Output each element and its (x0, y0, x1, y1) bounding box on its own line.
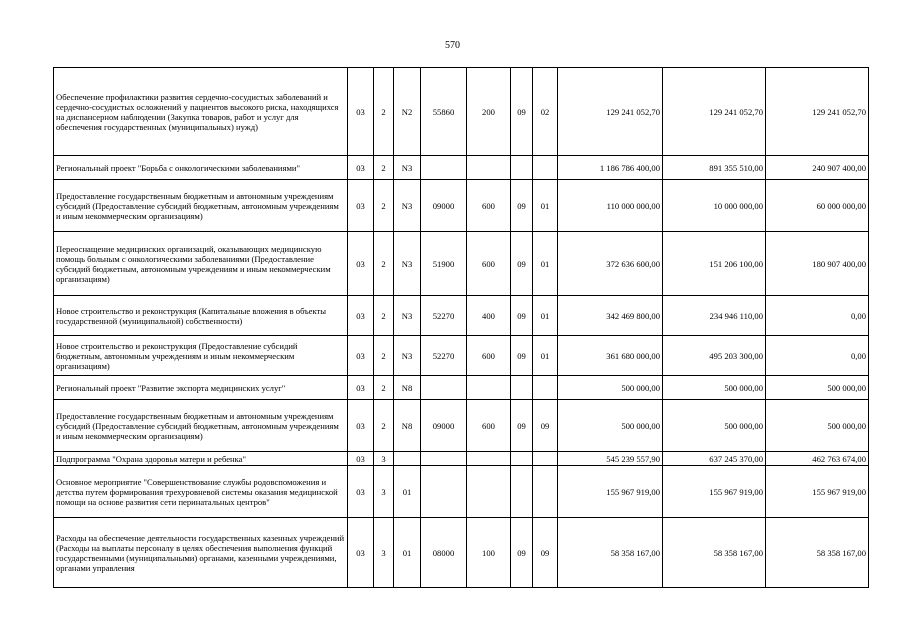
code-section: 09 (511, 180, 533, 232)
row-name: Региональный проект "Развитие экспорта медицинских услуг" (54, 376, 348, 400)
code-target: 03 (348, 466, 374, 518)
code-target: 03 (348, 180, 374, 232)
code-section: 09 (511, 296, 533, 336)
code-state-program: 2 (374, 296, 394, 336)
code-state-program: 2 (374, 336, 394, 376)
code-target: 03 (348, 296, 374, 336)
code-state-program: 3 (374, 452, 394, 466)
code-subsection: 09 (533, 518, 558, 588)
code-subprogram: N3 (394, 156, 421, 180)
row-name: Региональный проект "Борьба с онкологическими заболеваниями" (54, 156, 348, 180)
row-name: Обеспечение профилактики развития сердечно-сосудистых заболеваний и сердечно-сосудистых осложнений у пациентов высокого риска, находящихся на диспансерном наблюдении (Закупка товаров, работ и услуг для обеспечения государственных (муниципальных) нужд) (54, 68, 348, 156)
code-target: 03 (348, 452, 374, 466)
amount-year-2: 58 358 167,00 (663, 518, 766, 588)
code-subsection (533, 452, 558, 466)
code-expense-type (467, 376, 511, 400)
table-row (54, 156, 869, 180)
page-number: 570 (445, 40, 460, 51)
code-subprogram: N3 (394, 232, 421, 296)
code-state-program: 3 (374, 518, 394, 588)
row-name: Предоставление государственным бюджетным и автономным учреждениям субсидий (Предоставление субсидий бюджетным, автономным учреждениям и иным некоммерческим организациям) (54, 400, 348, 452)
code-direction: 51900 (421, 232, 467, 296)
code-section (511, 452, 533, 466)
amount-year-3: 500 000,00 (766, 376, 869, 400)
table-row (54, 518, 869, 588)
code-section: 09 (511, 400, 533, 452)
row-name: Расходы на обеспечение деятельности государственных казенных учреждений (Расходы на выплаты персоналу в целях обеспечения выполнения функций государственными (муниципальными) органами, казенными учреждениями, органами управления (54, 518, 348, 588)
code-subsection: 09 (533, 400, 558, 452)
amount-year-1: 342 469 800,00 (558, 296, 663, 336)
code-section: 09 (511, 68, 533, 156)
code-subprogram: 01 (394, 466, 421, 518)
code-direction (421, 156, 467, 180)
code-direction (421, 452, 467, 466)
code-target: 03 (348, 376, 374, 400)
amount-year-3: 462 763 674,00 (766, 452, 869, 466)
amount-year-1: 58 358 167,00 (558, 518, 663, 588)
amount-year-1: 500 000,00 (558, 376, 663, 400)
code-direction: 52270 (421, 296, 467, 336)
code-subprogram: N8 (394, 400, 421, 452)
row-name: Предоставление государственным бюджетным и автономным учреждениям субсидий (Предоставление субсидий бюджетным, автономным учреждениям и иным некоммерческим организациям) (54, 180, 348, 232)
code-state-program: 3 (374, 466, 394, 518)
code-expense-type: 600 (467, 336, 511, 376)
table-row (54, 452, 869, 466)
code-subprogram: N8 (394, 376, 421, 400)
row-name: Новое строительство и реконструкция (Предоставление субсидий бюджетным, автономным учреждениям и иным некоммерческим организациям) (54, 336, 348, 376)
code-target: 03 (348, 518, 374, 588)
code-expense-type: 200 (467, 68, 511, 156)
code-target: 03 (348, 68, 374, 156)
code-section: 09 (511, 232, 533, 296)
amount-year-2: 495 203 300,00 (663, 336, 766, 376)
code-subprogram: N3 (394, 180, 421, 232)
code-state-program: 2 (374, 232, 394, 296)
amount-year-2: 500 000,00 (663, 376, 766, 400)
amount-year-1: 361 680 000,00 (558, 336, 663, 376)
code-subprogram: N2 (394, 68, 421, 156)
code-state-program: 2 (374, 180, 394, 232)
amount-year-3: 155 967 919,00 (766, 466, 869, 518)
amount-year-3: 60 000 000,00 (766, 180, 869, 232)
code-state-program: 2 (374, 156, 394, 180)
code-expense-type: 600 (467, 232, 511, 296)
code-state-program: 2 (374, 68, 394, 156)
code-direction: 09000 (421, 180, 467, 232)
code-subprogram (394, 452, 421, 466)
row-name: Подпрограмма "Охрана здоровья матери и ребенка" (54, 452, 348, 466)
amount-year-3: 240 907 400,00 (766, 156, 869, 180)
code-direction (421, 376, 467, 400)
code-subprogram: 01 (394, 518, 421, 588)
code-subsection: 01 (533, 180, 558, 232)
code-subprogram: N3 (394, 336, 421, 376)
amount-year-1: 545 239 557,90 (558, 452, 663, 466)
code-direction: 08000 (421, 518, 467, 588)
amount-year-1: 129 241 052,70 (558, 68, 663, 156)
amount-year-1: 110 000 000,00 (558, 180, 663, 232)
amount-year-3: 0,00 (766, 336, 869, 376)
table-row (54, 400, 869, 452)
amount-year-2: 129 241 052,70 (663, 68, 766, 156)
table-row (54, 296, 869, 336)
amount-year-1: 155 967 919,00 (558, 466, 663, 518)
code-expense-type: 100 (467, 518, 511, 588)
code-direction: 09000 (421, 400, 467, 452)
amount-year-1: 1 186 786 400,00 (558, 156, 663, 180)
amount-year-3: 129 241 052,70 (766, 68, 869, 156)
code-target: 03 (348, 232, 374, 296)
table-row (54, 466, 869, 518)
amount-year-1: 372 636 600,00 (558, 232, 663, 296)
amount-year-2: 10 000 000,00 (663, 180, 766, 232)
code-section: 09 (511, 336, 533, 376)
table-row (54, 180, 869, 232)
code-state-program: 2 (374, 376, 394, 400)
code-subsection (533, 376, 558, 400)
amount-year-2: 151 206 100,00 (663, 232, 766, 296)
code-subsection: 01 (533, 336, 558, 376)
code-state-program: 2 (374, 400, 394, 452)
amount-year-2: 637 245 370,00 (663, 452, 766, 466)
code-target: 03 (348, 400, 374, 452)
code-direction: 52270 (421, 336, 467, 376)
code-subsection: 01 (533, 296, 558, 336)
code-section (511, 376, 533, 400)
code-section (511, 156, 533, 180)
code-expense-type (467, 452, 511, 466)
table-row (54, 232, 869, 296)
code-target: 03 (348, 156, 374, 180)
code-expense-type (467, 466, 511, 518)
code-expense-type: 600 (467, 400, 511, 452)
amount-year-2: 891 355 510,00 (663, 156, 766, 180)
code-subsection (533, 466, 558, 518)
code-expense-type (467, 156, 511, 180)
code-subsection (533, 156, 558, 180)
amount-year-3: 58 358 167,00 (766, 518, 869, 588)
code-subprogram: N3 (394, 296, 421, 336)
amount-year-1: 500 000,00 (558, 400, 663, 452)
code-target: 03 (348, 336, 374, 376)
budget-table (53, 67, 869, 588)
amount-year-3: 0,00 (766, 296, 869, 336)
amount-year-3: 180 907 400,00 (766, 232, 869, 296)
code-expense-type: 400 (467, 296, 511, 336)
row-name: Основное мероприятие "Совершенствование службы родовспоможения и детства путем формирования трехуровневой системы оказания медицинской помощи на основе развития сети перинатальных центров" (54, 466, 348, 518)
code-subsection: 01 (533, 232, 558, 296)
amount-year-3: 500 000,00 (766, 400, 869, 452)
amount-year-2: 234 946 110,00 (663, 296, 766, 336)
row-name: Новое строительство и реконструкция (Капитальные вложения в объекты государственной (муниципальной) собственности) (54, 296, 348, 336)
table-row (54, 376, 869, 400)
amount-year-2: 500 000,00 (663, 400, 766, 452)
table-row (54, 68, 869, 156)
code-direction: 55860 (421, 68, 467, 156)
code-section (511, 466, 533, 518)
code-expense-type: 600 (467, 180, 511, 232)
amount-year-2: 155 967 919,00 (663, 466, 766, 518)
code-subsection: 02 (533, 68, 558, 156)
code-section: 09 (511, 518, 533, 588)
code-direction (421, 466, 467, 518)
row-name: Переоснащение медицинских организаций, оказывающих медицинскую помощь больным с онкологическими заболеваниями (Предоставление субсидий бюджетным, автономным учреждениям и иным некоммерческим организациям) (54, 232, 348, 296)
table-row (54, 336, 869, 376)
